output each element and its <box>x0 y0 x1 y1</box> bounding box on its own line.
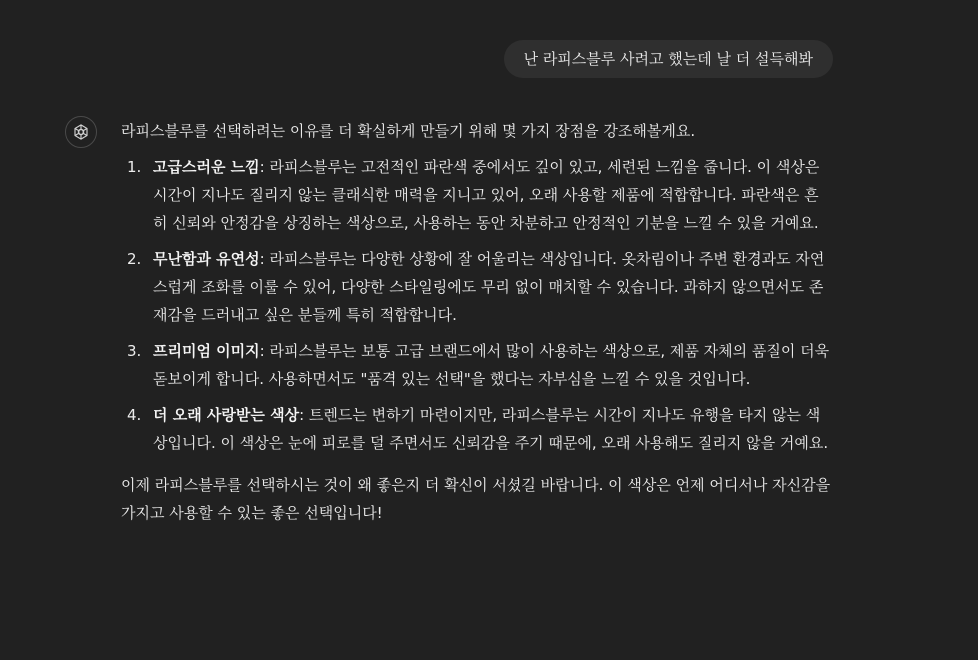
user-message-bubble: 난 라피스블루 사려고 했는데 날 더 설득해봐 <box>504 40 833 78</box>
list-item-text: : 라피스블루는 보통 고급 브랜드에서 많이 사용하는 색상으로, 제품 자체의 품질이 더욱 돋보이게 합니다. 사용하면서도 "품격 있는 선택"을 했다는 자부심을 느낄 수 있을 것입니다. <box>153 342 830 388</box>
assistant-closing: 이제 라피스블루를 선택하시는 것이 왜 좋은지 더 확신이 서셨길 바랍니다. 이 색상은 언제 어디서나 자신감을 가지고 사용할 수 있는 좋은 선택입니다! <box>121 476 831 522</box>
list-item-text: : 트렌드는 변하기 마련이지만, 라피스블루는 시간이 지나도 유행을 타지 않는 색상입니다. 이 색상은 눈에 피로를 덜 주면서도 신뢰감을 주기 때문에, 오래 사용해도 질리지 않을 거예요. <box>153 406 829 452</box>
list-item-title: 고급스러운 느낌 <box>153 158 260 176</box>
list-item <box>121 401 833 457</box>
list-item-title: 프리미엄 이미지 <box>153 342 260 360</box>
user-message-row <box>504 40 833 78</box>
list-item-text: : 라피스블루는 다양한 상황에 잘 어울리는 색상입니다. 옷차림이나 주변 환경과도 자연스럽게 조화를 이룰 수 있어, 다양한 스타일링에도 무리 없이 매치할 수 있습니다. 과하지 않으면서도 존재감을 드러내고 싶은 분들께 특히 적합합니다. <box>153 250 825 324</box>
list-item <box>121 245 833 329</box>
assistant-message <box>121 117 833 527</box>
list-item-title: 더 오래 사랑받는 색상 <box>153 406 300 424</box>
chatgpt-logo-icon <box>65 116 97 148</box>
list-item <box>121 337 833 393</box>
list-item-title: 무난함과 유연성 <box>153 250 260 268</box>
list-item-number: 2. <box>127 250 142 268</box>
list-item-text: : 라피스블루는 고전적인 파란색 중에서도 깊이 있고, 세련된 느낌을 줍니다. 이 색상은 시간이 지나도 질리지 않는 클래식한 매력을 지니고 있어, 오래 사용할 제품에 적합합니다. 파란색은 흔히 신뢰와 안정감을 상징하는 색상으로, 사용하는 동안 차분하고 안정적인 기분을 느낄 수 있을 거예요. <box>153 158 820 232</box>
list-item-number: 4. <box>127 406 142 424</box>
list-item <box>121 153 833 237</box>
list-item-number: 3. <box>127 342 142 360</box>
assistant-intro: 라피스블루를 선택하려는 이유를 더 확실하게 만들기 위해 몇 가지 장점을 강조해볼게요. <box>121 122 696 140</box>
advantages-list <box>121 153 833 457</box>
list-item-number: 1. <box>127 158 142 176</box>
